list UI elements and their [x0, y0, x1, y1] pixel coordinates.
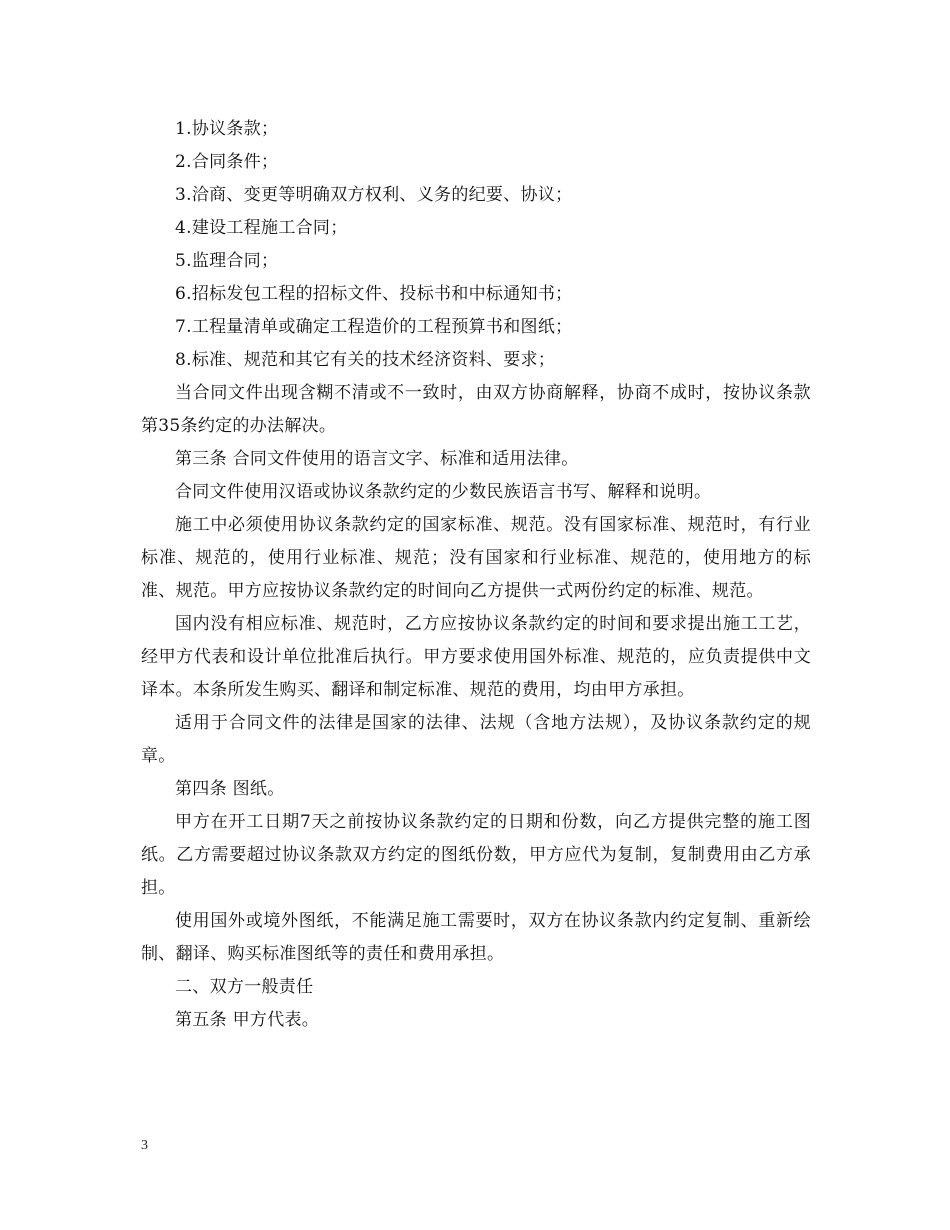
- paragraph: 国内没有相应标准、规范时，乙方应按协议条款约定的时间和要求提出施工工艺，经甲方代表和设计单位批准后执行。甲方要求使用国外标准、规范的，应负责提供中文译本。本条所发生购买、翻译和制定标准、规范的费用，均由甲方承担。: [141, 614, 811, 700]
- paragraph: 甲方在开工日期7天之前按协议条款约定的日期和份数，向乙方提供完整的施工图纸。乙方需要超过协议条款双方约定的图纸份数，甲方应代为复制，复制费用由乙方承担。: [141, 812, 811, 898]
- chapter-heading: 二、双方一般责任: [175, 977, 314, 997]
- paragraph: 适用于合同文件的法律是国家的法律、法规（含地方法规），及协议条款约定的规章。: [141, 713, 811, 766]
- paragraph: 施工中必须使用协议条款约定的国家标准、规范。没有国家标准、规范时，有行业标准、规范的，使用行业标准、规范；没有国家和行业标准、规范的，使用地方的标准、规范。甲方应按协议条款约定的时间向乙方提供一式两份约定的标准、规范。: [141, 515, 811, 601]
- paragraph: 4.建设工程施工合同；: [175, 218, 348, 238]
- paragraph: 6.招标发包工程的招标文件、投标书和中标通知书；: [175, 284, 573, 304]
- section-heading: 第五条 甲方代表。: [175, 1010, 320, 1030]
- paragraph: 7.工程量清单或确定工程造价的工程预算书和图纸；: [175, 317, 573, 337]
- paragraph: 当合同文件出现含糊不清或不一致时，由双方协商解释，协商不成时，按协议条款第35条约定的办法解决。: [141, 383, 811, 436]
- paragraph: 8.标准、规范和其它有关的技术经济资料、要求；: [175, 350, 556, 370]
- paragraph: 5.监理合同；: [175, 251, 279, 271]
- section-heading: 第三条 合同文件使用的语言文字、标准和适用法律。: [175, 449, 579, 469]
- document-body: [141, 113, 811, 1037]
- paragraph: 合同文件使用汉语或协议条款约定的少数民族语言书写、解释和说明。: [175, 482, 712, 502]
- paragraph: 3.洽商、变更等明确双方权利、义务的纪要、协议；: [175, 185, 573, 205]
- paragraph: 使用国外或境外图纸，不能满足施工需要时，双方在协议条款内约定复制、重新绘制、翻译、购买标准图纸等的责任和费用承担。: [141, 911, 811, 964]
- paragraph: 2.合同条件；: [175, 152, 279, 172]
- paragraph: 1.协议条款；: [175, 119, 279, 139]
- page-number: 3: [141, 1138, 148, 1153]
- section-heading: 第四条 图纸。: [175, 779, 285, 799]
